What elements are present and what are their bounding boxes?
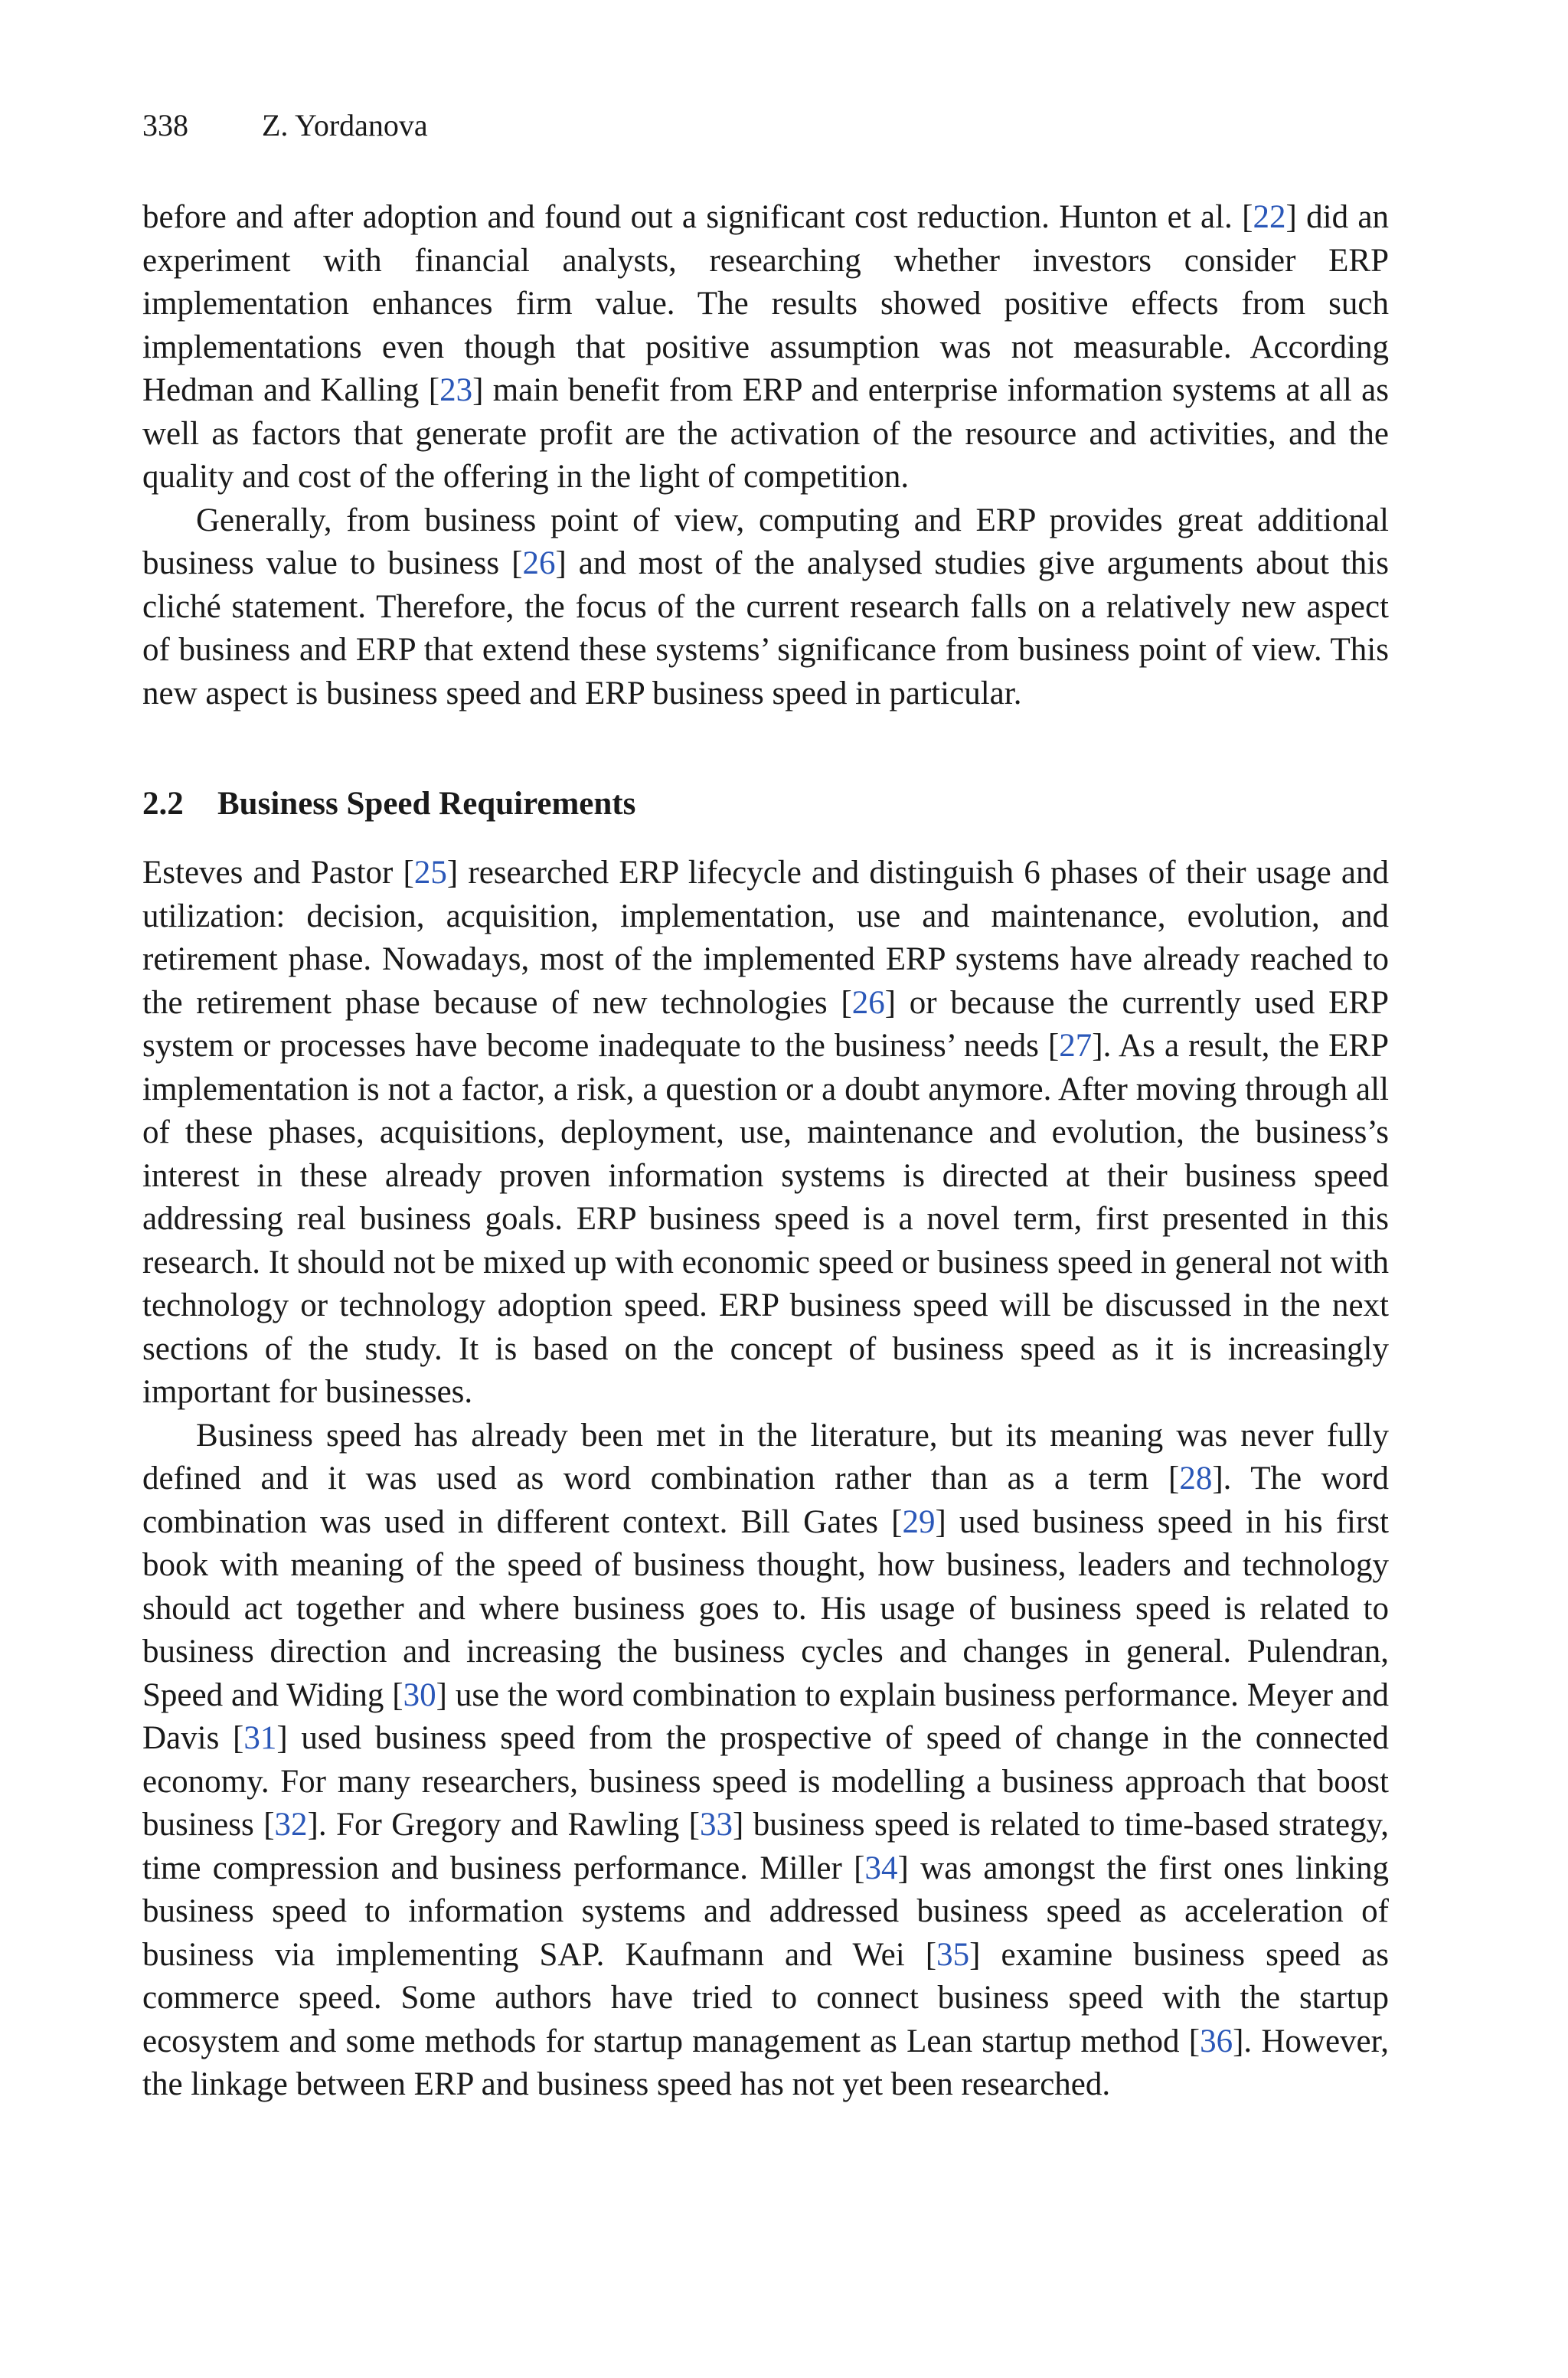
citation-link[interactable]: 25 (413, 855, 447, 891)
text-run: ] used business speed from the prospective of speed of change in the connected economy. For many researchers, business speed is modelling a business approach that boost business [ (142, 1720, 1390, 1843)
citation-link[interactable]: 31 (243, 1720, 277, 1756)
paragraph-2 (142, 499, 1389, 716)
section-number: 2.2 (142, 786, 184, 822)
running-head-author: Z. Yordanova (262, 108, 428, 142)
text-run: ] use the word combination to explain business performance. Meyer and Davis [ (142, 1676, 1389, 1756)
citation-link[interactable]: 33 (700, 1807, 733, 1843)
text-run: ] and most of the analysed studies give arguments about this cliché statement. Therefore, the focus of the current research falls on a relatively new aspect of business and ERP that extend these systems’ significance from business point of view. This new aspect is business speed and ERP business speed in particular. (142, 545, 1389, 711)
page (142, 104, 1389, 2107)
citation-link[interactable]: 23 (439, 372, 473, 408)
section-title: Business Speed Requirements (217, 786, 636, 822)
text-run: ]. For Gregory and Rawling [ (307, 1807, 701, 1843)
citation-link[interactable]: 30 (403, 1676, 436, 1713)
paragraph-1 (142, 196, 1389, 499)
citation-link[interactable]: 26 (851, 984, 885, 1021)
citation-link[interactable]: 28 (1179, 1460, 1213, 1496)
text-run: ] was amongst the first ones linking business speed to information systems and addressed business speed as acceleration of business via implementing SAP. Kaufmann and Wei [ (142, 1850, 1389, 1973)
page-number: 338 (142, 108, 188, 142)
text-run: before and after adoption and found out a significant cost reduction. Hunton et al. [ (142, 199, 1253, 235)
text-run: ] main benefit from ERP and enterprise information systems at all as well as factors that generate profit are the activation of the resource and activities, and the quality and cost of the offering in the light of competition. (142, 372, 1389, 495)
text-run: Esteves and Pastor [ (142, 855, 414, 891)
text-run: ] examine business speed as commerce speed. Some authors have tried to connect business speed with the startup ecosystem and some methods for startup management as Lean startup method [ (142, 1936, 1389, 2059)
text-run: ] or because the currently used ERP system or processes have become inadequate to the business’ needs [ (142, 984, 1389, 1064)
text-run: ] researched ERP lifecycle and distinguish 6 phases of their usage and utilization: decision, acquisition, implementation, use and maintenance, evolution, and retirement phase. Nowadays, most of the implemented ERP systems have already reached to the retirement phase because of new technologies [ (142, 855, 1389, 1021)
text-run: ] did an experiment with financial analysts, researching whether investors consider ERP implementation enhances firm value. The results showed positive effects from such implementations even though that positive assumption was not measurable. According Hedman and Kalling [ (142, 199, 1389, 408)
paragraph-4 (142, 1415, 1389, 2107)
citation-link[interactable]: 27 (1059, 1028, 1093, 1064)
citation-link[interactable]: 22 (1253, 199, 1286, 235)
text-run: ]. The word combination was used in different context. Bill Gates [ (142, 1460, 1389, 1540)
running-head (142, 104, 1389, 147)
text-run: ]. As a result, the ERP implementation is not a factor, a risk, a question or a doubt anymore. After moving through all of these phases, acquisitions, deployment, use, maintenance and evolution, the business’s interest in these already proven information systems is directed at their business speed addressing real business goals. ERP business speed is a novel term, first presented in this research. It should not be mixed up with economic speed or business speed in general not with technology or technology adoption speed. ERP business speed will be discussed in the next sections of the study. It is based on the concept of business speed as it is increasingly important for businesses. (142, 1028, 1390, 1410)
text-run: ]. However, the linkage between ERP and business speed has not yet been researched. (142, 2023, 1389, 2102)
section-heading (142, 783, 1389, 826)
citation-link[interactable]: 36 (1200, 2023, 1233, 2059)
citation-link[interactable]: 29 (902, 1503, 936, 1540)
text-run: Business speed has already been met in the literature, but its meaning was never fully defined and it was used as word combination rather than as a term [ (142, 1417, 1389, 1496)
citation-link[interactable]: 26 (522, 545, 556, 581)
text-run: Generally, from business point of view, computing and ERP provides great additional business value to business [ (142, 502, 1389, 581)
paragraph-3 (142, 852, 1389, 1415)
text-run: ] business speed is related to time-based strategy, time compression and business performance. Miller [ (142, 1807, 1390, 1886)
text-run: ] used business speed in his first book with meaning of the speed of business thought, how business, leaders and technology should act together and where business goes to. His usage of business speed is related to business direction and increasing the business cycles and changes in general. Pulendran, Speed and Widing [ (142, 1503, 1389, 1713)
citation-link[interactable]: 34 (864, 1850, 898, 1886)
citation-link[interactable]: 35 (936, 1936, 970, 1973)
citation-link[interactable]: 32 (274, 1807, 308, 1843)
